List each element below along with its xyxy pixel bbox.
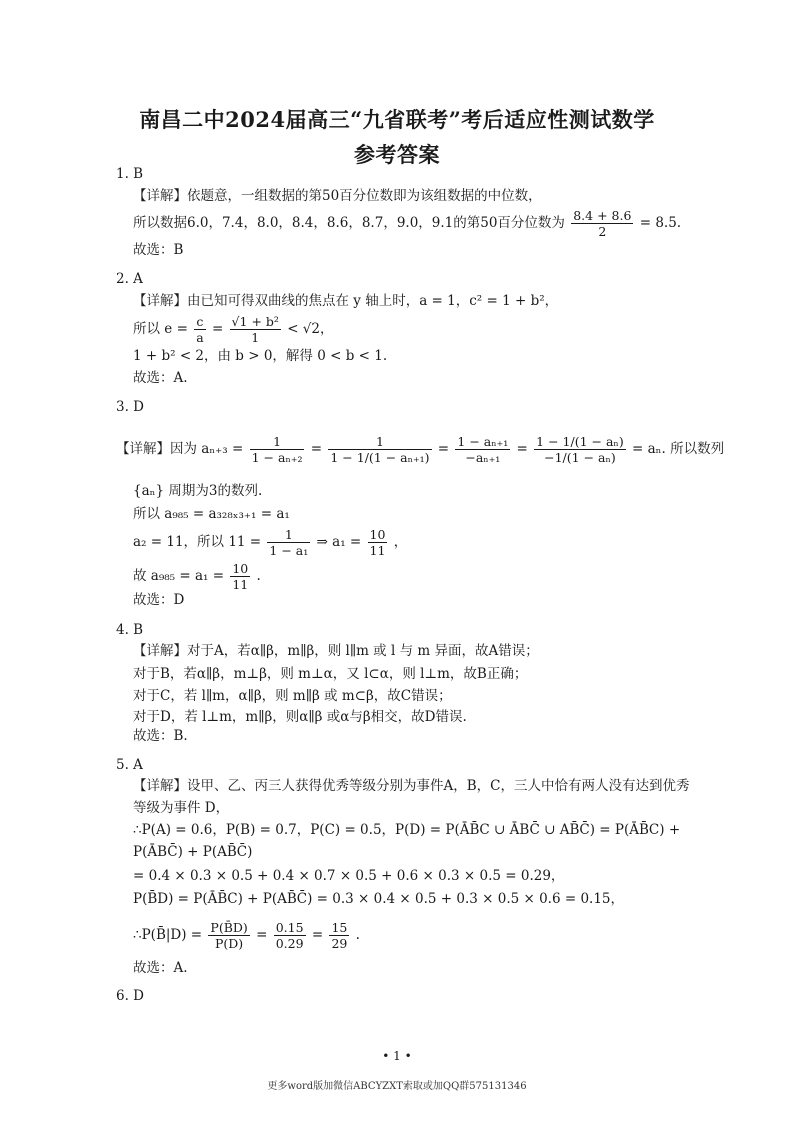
q3-explanation-line5 xyxy=(133,561,261,592)
q5-fraction-3 xyxy=(329,920,349,951)
q4-explanation-line4: 对于D，若 l⊥m，m∥β，则α∥β 或α与β相交，故D错误. xyxy=(133,709,467,725)
q3-fraction-5 xyxy=(267,527,310,558)
q5-explanation-line4: P(ĀBC̄) + P(AB̄C̄) xyxy=(133,844,253,860)
q1-explanation-line1: 【详解】依题意，一组数据的第50百分位数即为该组数据的中位数， xyxy=(133,188,542,204)
q4-explanation-line2: 对于B，若α∥β，m⊥β，则 m⊥α，又 l⊂α，则 l⊥m，故B正确； xyxy=(133,666,528,682)
q1-text: 所以数据6.0，7.4，8.0，8.4，8.6，8.7，9.0，9.1的第50百分位数为 xyxy=(133,215,565,231)
q4-explanation-line1: 【详解】对于A，若α∥β，m∥β，则 l∥m 或 l 与 m 异面，故A错误； xyxy=(133,643,539,659)
q1-frac-bottom: 2 xyxy=(598,224,607,239)
q5-f3-bottom: 29 xyxy=(331,936,348,951)
q2-explanation-line1: 【详解】由已知可得双曲线的焦点在 y 轴上时，a = 1，c² = 1 + b²， xyxy=(133,293,559,309)
q5-f3-top: 15 xyxy=(331,920,348,935)
q3-fraction-3 xyxy=(455,434,510,465)
q2-text: 所以 e = xyxy=(133,321,188,337)
q6-answer: 6. D xyxy=(116,988,144,1004)
q3-text-3: 故 a₉₈₅ = a₁ = xyxy=(133,568,225,584)
q1-choice: 故选：B xyxy=(133,242,184,258)
q3-fraction-6 xyxy=(368,527,388,558)
q5-equals-1: = xyxy=(256,927,268,943)
q2-inequality: < √2， xyxy=(287,321,334,337)
q3-choice: 故选：D xyxy=(133,592,185,608)
q3-explanation-line2: {aₙ} 周期为3的数列. xyxy=(133,483,263,499)
q1-result: = 8.5. xyxy=(639,215,682,231)
q5-f2-bottom: 0.29 xyxy=(275,936,304,951)
q5-explanation-line5: = 0.4 × 0.3 × 0.5 + 0.4 × 0.7 × 0.5 + 0.6 × 0.3 × 0.5 = 0.29， xyxy=(133,868,565,884)
q2-f1-top: c xyxy=(194,314,205,330)
q3-f2-bottom: 1 − 1/(1 − aₙ₊₁) xyxy=(330,450,430,465)
q2-answer: 2. A xyxy=(116,271,143,287)
q3-f4-bottom: −1/(1 − aₙ) xyxy=(544,450,616,465)
q5-explanation-line7 xyxy=(133,920,360,951)
q5-answer: 5. A xyxy=(116,757,143,773)
page-subtitle: 参考答案 xyxy=(354,142,440,167)
q3-fraction-2 xyxy=(328,434,431,465)
q3-f6-bottom: 11 xyxy=(369,543,386,558)
q3-f1-bottom: 1 − aₙ₊₂ xyxy=(251,450,303,465)
q5-fraction-1 xyxy=(208,920,249,951)
q4-answer: 4. B xyxy=(116,622,144,638)
q3-explanation-line1: 【详解】因为 aₙ₊₃ = $\frac{1}{\text{1 − aₙ₊₂}}$ = $\frac{1}{\text{1 − 1/(1 − aₙ₊₁)}}$ = $\frac{\text{1 − aₙ₊₁}}{\text{−aₙ₊₁}}$ = $\frac{\text{1 − 1/(1 − aₙ)}}{\text{−1/(1 − aₙ)}}$ = aₙ. 所以数列 xyxy=(116,434,725,465)
page-title: 南昌二中2024届高三“九省联考”考后适应性测试数学 xyxy=(139,107,655,132)
q1-fraction xyxy=(571,208,633,239)
q3-f7-top: 10 xyxy=(232,561,249,576)
q5-explanation-line6: P(B̄D) = P(ĀB̄C) + P(AB̄C̄) = 0.3 × 0.4 × 0.5 + 0.3 × 0.5 × 0.6 = 0.15， xyxy=(133,891,625,907)
q3-explanation-line4 xyxy=(133,527,407,558)
q3-answer: 3. D xyxy=(116,399,144,415)
q1-frac-top: 8.4 + 8.6 xyxy=(573,208,632,223)
q5-choice: 故选：A. xyxy=(133,960,188,976)
q3-text: 【详解】因为 aₙ₊₃ = xyxy=(116,441,244,457)
q3-f7-bottom: 11 xyxy=(232,577,249,592)
page-number: • 1 • xyxy=(382,1049,412,1063)
q4-explanation-line3: 对于C，若 l∥m，α∥β，则 m∥β 或 m⊂β，故C错误； xyxy=(133,688,452,704)
q3-conclusion: = aₙ. 所以数列 xyxy=(632,441,725,457)
q3-f5-bottom: 1 − a₁ xyxy=(269,543,309,558)
q5-explanation-line1: 【详解】设甲、乙、丙三人获得优秀等级分别为事件A，B，C，三人中恰有两人没有达到优秀 xyxy=(133,778,690,794)
q2-equals: = xyxy=(211,321,224,337)
q5-f1-top: P(B̄D) xyxy=(210,920,248,935)
q5-f2-top: 0.15 xyxy=(275,920,304,935)
q5-explanation-line2: 等级为事件 D， xyxy=(133,800,230,816)
q4-choice: 故选：B. xyxy=(133,728,188,744)
q2-explanation-line3: 1 + b² < 2，由 b > 0，解得 0 < b < 1. xyxy=(133,348,388,364)
q3-fraction-1 xyxy=(250,434,305,465)
q2-f2-bottom: 1 xyxy=(251,330,260,345)
q3-f3-bottom: −aₙ₊₁ xyxy=(465,450,501,465)
q3-f2-top: 1 xyxy=(328,434,431,450)
q3-f3-top: 1 − aₙ₊₁ xyxy=(457,434,509,449)
q2-f1-bottom: a xyxy=(196,330,204,345)
q3-comma: ， xyxy=(393,534,408,550)
footer-note: 更多word版加微信ABCYZXT索取或加QQ群575131346 xyxy=(267,1081,527,1092)
q2-f2-top: √1 + b² xyxy=(231,314,279,329)
q2-fraction-1 xyxy=(194,314,205,345)
q1-explanation-line2 xyxy=(133,208,681,239)
q5-f1-bottom: P(D) xyxy=(215,936,244,951)
q5-period: . xyxy=(355,927,360,943)
q5-equals-2: = xyxy=(311,927,324,943)
q3-implies: ⇒ a₁ = xyxy=(316,534,362,550)
q3-f6-top: 10 xyxy=(369,527,386,542)
q3-fraction-7 xyxy=(230,561,250,592)
q3-explanation-line3: 所以 a₉₈₅ = a₃₂₈ₓ₃₊₁ = a₁ xyxy=(133,506,290,522)
q3-f5-top: 1 xyxy=(267,527,310,543)
q3-text-2: a₂ = 11，所以 11 = xyxy=(133,534,262,550)
q2-choice: 故选：A. xyxy=(133,370,188,386)
q3-fraction-4 xyxy=(534,434,626,465)
q3-period: . xyxy=(256,568,261,584)
q2-fraction-2 xyxy=(230,314,281,345)
q5-fraction-2 xyxy=(274,920,306,951)
q3-f1-top: 1 xyxy=(250,434,305,450)
q5-explanation-line3: ∴P(A) = 0.6，P(B) = 0.7，P(C) = 0.5，P(D) = P(ĀB̄C ∪ ĀBC̄ ∪ AB̄C̄) = P(ĀB̄C) + xyxy=(133,822,681,838)
q3-f4-top: 1 − 1/(1 − aₙ) xyxy=(536,434,624,449)
q2-explanation-line2 xyxy=(133,314,334,345)
q1-answer: 1. B xyxy=(116,166,144,182)
q5-text: ∴P(B̄|D) = xyxy=(133,927,203,943)
